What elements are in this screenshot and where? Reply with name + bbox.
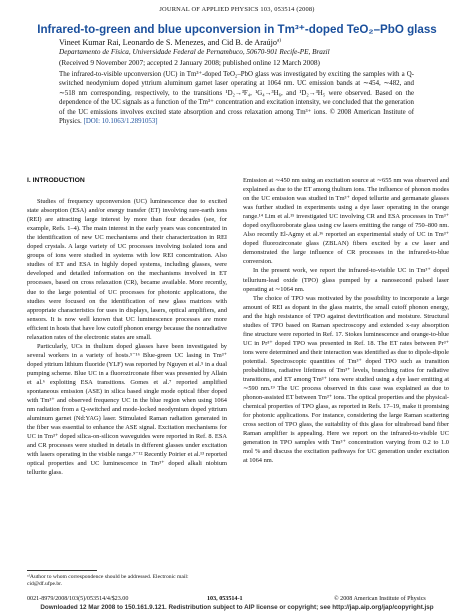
section-heading: I. INTRODUCTION xyxy=(27,177,85,184)
article-title: Infrared-to-green and blue upconversion in Tm³⁺-doped TeO₂–PbO glass xyxy=(37,23,437,36)
abstract xyxy=(59,70,414,126)
download-notice: Downloaded 12 Mar 2008 to 150.161.9.121. Redistribution subject to AIP license or copyright; see http://jap.aip.org/jap/copyright.jsp xyxy=(40,604,434,611)
running-head: JOURNAL OF APPLIED PHYSICS 103, 053514 (2008) xyxy=(159,6,315,13)
abstract-text: The infrared-to-visible upconversion (UC) in Tm³⁺-doped TeO₂–PbO glass was investigated by exciting the samples with a Q-switched neodymium doped yttrium aluminum garnet laser operating at 1064 nm. UC emission bands at ∼454, ∼482, and ∼518 nm corresponding, respectively, to the transitions ¹D₂→³F₄, ¹G₄→³H₆, and ¹D₂→³H₅ were observed. Based on the dependence of the UC signals as a function of the Tm³⁺ concentration and excitation intensity, we concluded that the generation of the UC emissions involves excited state absorption and cross relaxation among Tm³⁺ ions. © 2008 American Institute of Physics. xyxy=(59,71,414,126)
footnote-rule xyxy=(27,570,97,571)
authors-text: Vineet Kumar Rai, Leonardo de S. Menezes, and Cid B. de Araújo xyxy=(59,38,278,47)
affiliation: Departamento de Física, Universidade Federal de Pernambuco, 50670-901 Recife-PE, Brazil xyxy=(59,48,330,56)
paragraph: Particularly, UCs in thulium doped glasses have been investigated by several workers in a variety of hosts.⁵⁻¹⁶ Blue-green UC lasing in Tm³⁺ doped yttrium lithium fluoride (YLF) was reported by Nguyen et al.⁵ in a dual pumping scheme. Blue UC in a fluorozirconate fiber was presented by Allain et al.⁶ exploiting ESA transitions. Gomes et al.⁷ reported amplified spontaneous emission (ASE) in silica based single mode optical fiber doped with Tm³⁺ and observed frequency UC in the blue region when using 1064 nm radiation from a Q-switched and mode-locked neodymium doped yttrium aluminum garnet (Nd:YAG) laser. Stimulated Raman radiation generated in the fiber was essential to enhance the ASE signal. Excitation mechanisms for UC in Tm³⁺ doped silica-on-silicon waveguides were reported in Ref. 8. ESA and CR processes were studied in details in different glasses under excitation with lasers operating in the visible range.⁹⁻¹² Recently Poirier et al.¹³ reported optical properties and UC luminescence in Tm³⁺ doped alkali niobium tellurite glass. xyxy=(27,342,227,477)
received-dates: (Received 9 November 2007; accepted 2 January 2008; published online 12 March 2008) xyxy=(59,58,320,67)
footer-issn: 0021-8979/2008/103(5)/053514/4/$23.00 xyxy=(27,596,129,602)
paragraph: Studies of frequency upconversion (UC) luminescence due to excited state absorption (ESA) and/or energy transfer (ET) involving rare-earth ions (REI) are attracting large interest by more than four decades (see, for example, Refs. 1–4). The main interest in the early years was concentrated in the identification of new UC mechanisms and their characterization in REI doped crystals. A large variety of UC processes involving isolated ions and groups of ions were studied in systems with low REI concentration. Also studies of ET and ESA in highly doped systems, including glasses, were developed and detailed information on the mechanisms involved in ET processes, based on cross relaxation (CR), became available. More recently, due to the large potential of UC processes for photonic applications, the studies were focused on the identification of new glass matrices with appropriate characteristics for uses in displays, lasers, optical amplifiers, and sensors. It is now well known that UC luminescence processes are more efficient in hosts that have low cutoff phonon energy because the nonradiative relaxation rates of the electronic states are small. xyxy=(27,198,227,341)
footer-page-number: 103, 053514-1 xyxy=(207,596,243,602)
footer-copyright: © 2008 American Institute of Physics xyxy=(334,596,426,602)
doi-link[interactable]: [DOI: 10.1063/1.2891053] xyxy=(83,118,158,126)
paragraph: The choice of TPO was motivated by the possibility to incorporate a large amount of REI as dopant in the glass matrix, the small cutoff phonon energy, and the high resistance of TPO against devitrification and moisture. Structural studies of TPO based on Raman spectroscopy and extended x-ray absorption fine structure were reported in Ref. 17. Stokes luminescence and orange-to-blue UC in Pr³⁺ doped TPO was presented in Ref. 18. The ET rates between Pr³⁺ ions were determined and their interaction was identified as due to dipole-dipole potential. Spectroscopic quantities of Tm³⁺ doped TPO such as transition probabilities, radiative lifetimes of Tm³⁺ levels, branching ratios for radiative transitions, and ET among Tm³⁺ ions were studied using a dye laser emitting at ∼590 nm.¹⁹ The UC process observed in this case was explained as due to phonon-assisted ET between Tm³⁺ ions. The optical properties and the physical-chemical properties of TPO glass, as reported in Refs. 17–19, make it promising for photonic applications. For instance, considering the large Raman scattering cross section of TPO glass, the suitability of this glass for ultrabroad band fiber Raman amplifier is appealing. Here we report on the infrared-to-visible UC generation in TPO samples with Tm³⁺ concentration varying from 0.2 to 1.0 mol % and discuss the excitation pathways for UC generation under excitation at 1064 nm. xyxy=(243,294,449,465)
author-list xyxy=(59,38,281,47)
author-footnote-mark: a) xyxy=(277,38,281,44)
paragraph: In the present work, we report the infrared-to-visible UC in Tm³⁺ doped tellurium-lead oxide (TPO) glass pumped by a nanosecond pulsed laser operating at ∼1064 nm. xyxy=(243,267,449,293)
author-footnote: ᵃ⁾Author to whom correspondence should be addressed. Electronic mail: cid@df.ufpe.br. xyxy=(27,574,189,587)
paragraph: Emission at ∼450 nm using an excitation source at ∼655 nm was observed and explained as due to the ET among thulium ions. The influence of phonon modes on the UC emission was studied in Tm³⁺ doped tellurite and germanate glasses was further studied in experiments using a dye laser operating in the orange range.¹⁴ Lim et al.¹⁵ investigated UC involving CR and ESA processes in Tm³⁺ doped oxyfluoroborate glass using cw lasers emitting the range of 750–800 nm. Also recently El-Agmy et al.¹⁶ reported an experimental study of UC in Tm³⁺ doped fluorozirconate glass (ZBLAN) fibers excited by a cw laser and demonstrated the large influence of CR processes in the infrared-to-blue conversion. xyxy=(243,177,449,266)
right-column xyxy=(243,176,449,466)
left-column xyxy=(27,176,227,478)
